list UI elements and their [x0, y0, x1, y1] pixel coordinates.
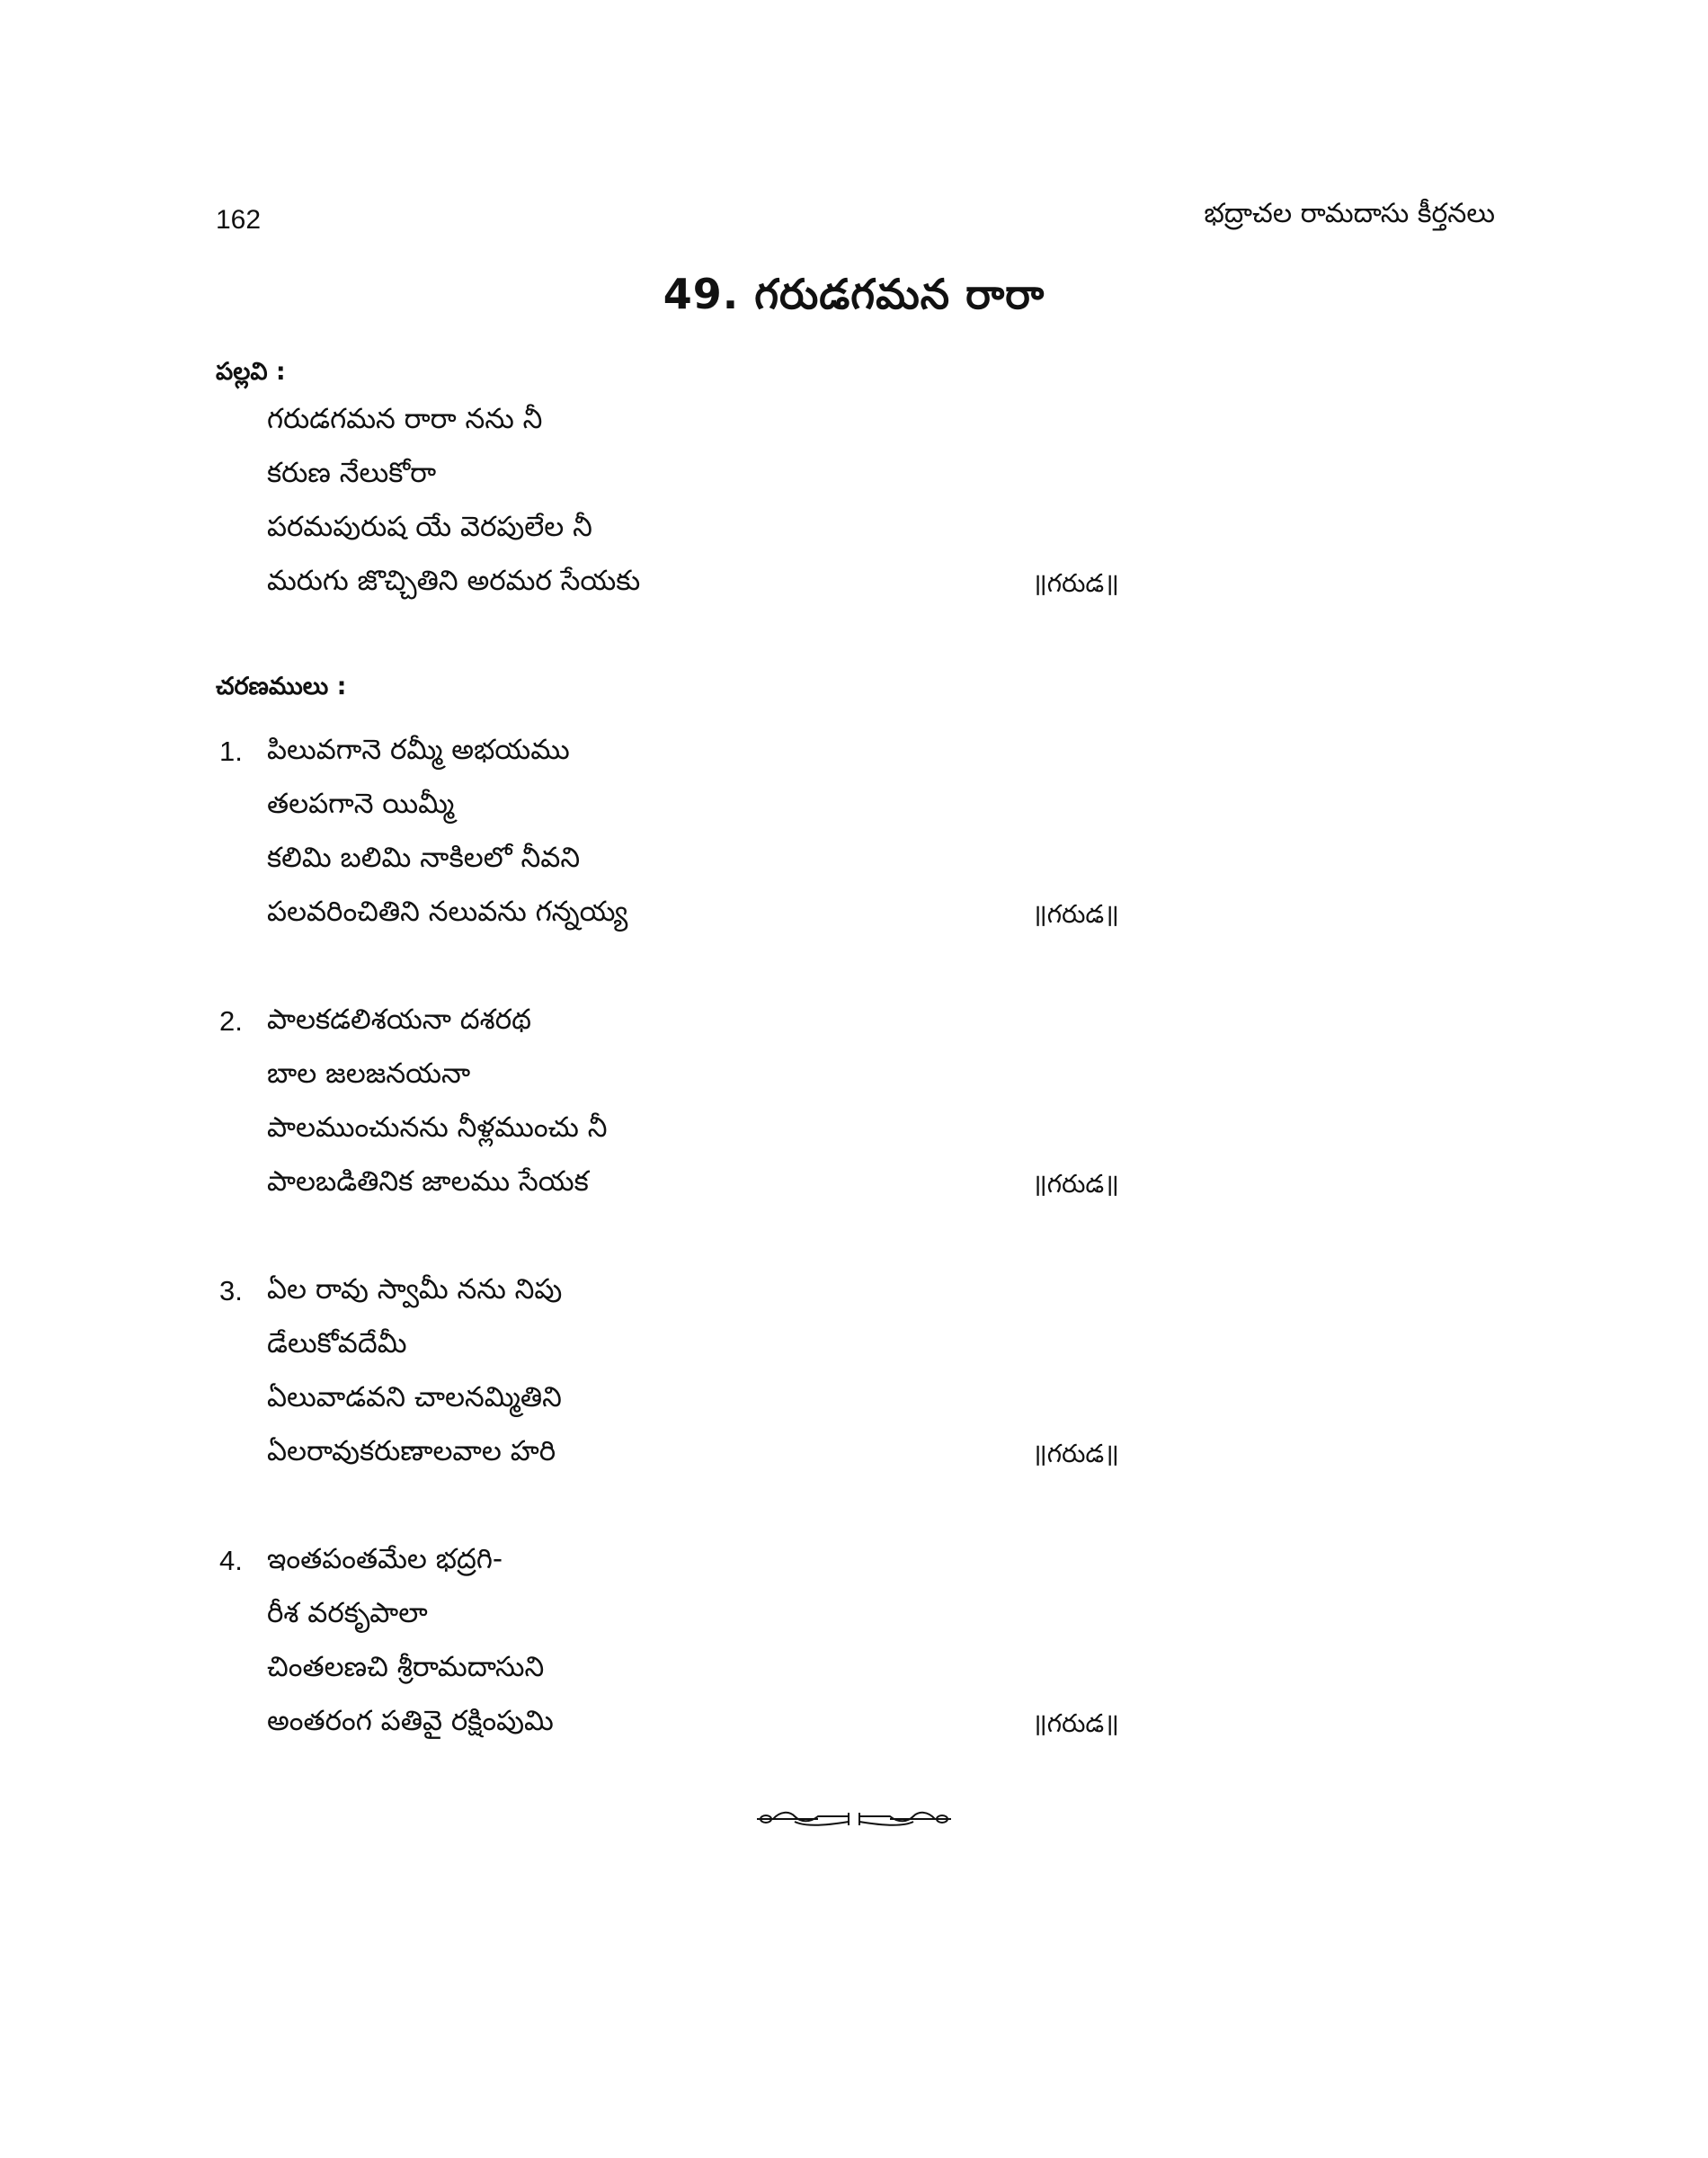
- running-title: భద్రాచల రామదాసు కీర్తనలు: [1204, 198, 1495, 229]
- stanza-line: డేలుకోవదేమీ: [267, 1327, 407, 1360]
- stanza-line: అంతరంగ పతివై రక్షింపుమి: [267, 1705, 554, 1737]
- stanza-line: పలవరించితిని నలువను గన్నయ్య: [267, 896, 628, 928]
- refrain-marker: ॥గరుడ॥: [1032, 899, 1119, 929]
- page-header: [0, 198, 1708, 252]
- stanza-line: పాలముంచునను నీళ్లముంచు నీ: [267, 1111, 608, 1144]
- stanza-line: చింతలణచి శ్రీరామదాసుని: [267, 1651, 545, 1683]
- pallavi-line: పరమపురుష యే వెరపులేల నీ: [267, 511, 592, 543]
- pallavi-line: మరుగు జొచ్చితిని అరమర సేయకు: [267, 565, 641, 597]
- stanza-line: పాలకడలిశయనా దశరథ: [267, 1003, 531, 1036]
- stanza-number: 1.: [219, 736, 243, 767]
- stanza-line: పాలబడితినిక జాలము సేయక: [267, 1165, 589, 1198]
- stanza-number: 4.: [219, 1545, 243, 1576]
- pallavi-line: కరుణ నేలుకోరా: [267, 457, 437, 489]
- stanza-number: 2.: [219, 1005, 243, 1037]
- song-title: 49. గరుడగమన రారా: [663, 270, 1045, 318]
- pallavi-line: గరుడగమన రారా నను నీ: [267, 403, 543, 435]
- page-number: 162: [216, 205, 262, 235]
- stanza-line: ఏలువాడవని చాలనమ్మితిని: [267, 1381, 562, 1413]
- stanza-line: బాల జలజనయనా: [267, 1057, 471, 1090]
- stanza-number: 3.: [219, 1275, 243, 1306]
- stanza-line: పిలువగానె రమ్మీ అభయము: [267, 734, 570, 766]
- charanamulu-label: చరణములు :: [216, 673, 347, 700]
- stanza-line: రీశ వరకృపాలా: [267, 1597, 428, 1629]
- refrain-marker: ॥గరుడ॥: [1032, 568, 1119, 598]
- refrain-marker: ॥గరుడ॥: [1032, 1708, 1119, 1738]
- stanza-line: ఏల రావు స్వామీ నను నిపు: [267, 1273, 563, 1306]
- decorative-flourish-icon: [755, 1806, 953, 1833]
- pallavi-label: పల్లవి :: [216, 358, 286, 386]
- stanza-line: కలిమి బలిమి నాకిలలో నీవని: [267, 842, 581, 874]
- stanza-line: తలపగానె యిమ్మీ: [267, 788, 455, 820]
- stanza-line: ఇంతపంతమేల భద్రగి-: [267, 1543, 503, 1575]
- stanza-line: ఏలరావుకరుణాలవాల హరి: [267, 1435, 556, 1467]
- refrain-marker: ॥గరుడ॥: [1032, 1439, 1119, 1468]
- refrain-marker: ॥గరుడ॥: [1032, 1169, 1119, 1199]
